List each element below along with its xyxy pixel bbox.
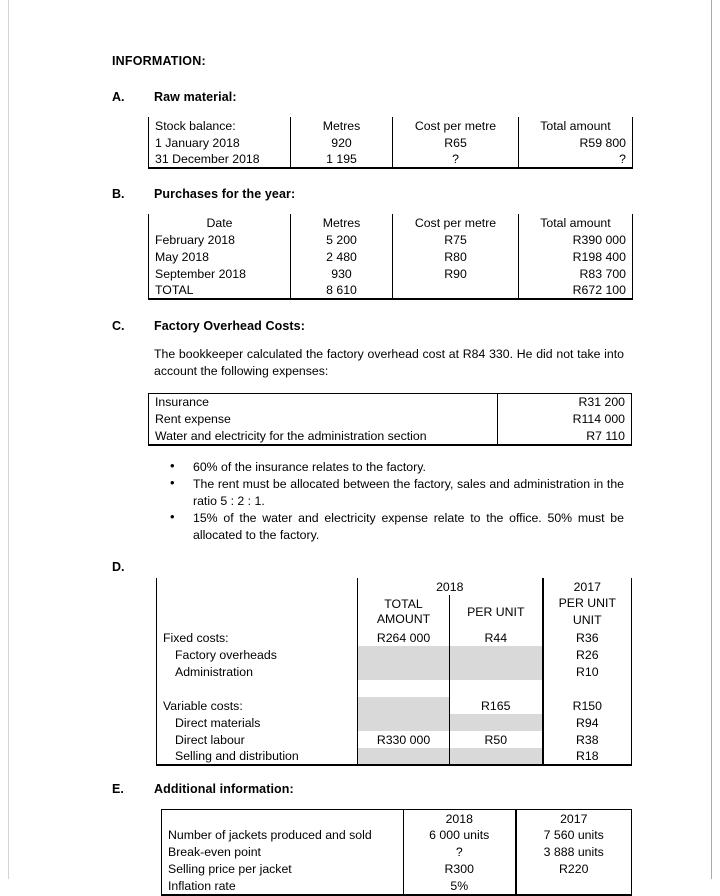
cell-2017-value [516, 878, 632, 895]
col-header-2018: 2018 [404, 810, 516, 827]
cell-label: 31 December 2018 [149, 151, 291, 168]
row-label-direct-labour: Direct labour [157, 731, 358, 748]
col-header-total-amount: Total amount [519, 214, 633, 231]
cell-total-amount [358, 663, 450, 680]
table-row [149, 151, 633, 168]
row-label-fixed-costs: Fixed costs: [157, 629, 358, 646]
cell-date: September 2018 [149, 265, 291, 282]
cell-total-amount: R198 400 [519, 248, 633, 265]
table-row [157, 714, 632, 731]
col-header-2017-unit-word: UNIT [543, 612, 632, 629]
cell-2018-value: ? [404, 844, 516, 861]
cell-date: February 2018 [149, 231, 291, 248]
cell-per-unit: R165 [450, 697, 543, 714]
cell-per-unit [450, 748, 543, 765]
cell-expense-amount: R7 110 [498, 428, 632, 445]
cell-cost-per-metre: ? [393, 151, 519, 168]
cell-total-amount [358, 714, 450, 731]
row-label-break-even-point: Break-even point [162, 844, 404, 861]
section-d-letter: D. [112, 560, 125, 575]
section-d [112, 560, 672, 766]
col-header-date: Date [149, 214, 291, 231]
col-group-header-2017: 2017 [543, 578, 632, 595]
section-a-letter: A. [112, 90, 125, 104]
cell-2018-value: 5% [404, 878, 516, 895]
cell-total-amount: R83 700 [519, 265, 633, 282]
section-e-title: Additional information: [154, 782, 294, 797]
section-e-heading [112, 782, 672, 796]
cell-empty-corner [157, 595, 358, 629]
section-a-title: Raw material: [154, 90, 237, 104]
table-row [157, 663, 632, 680]
cell-metres: 1 195 [291, 151, 393, 168]
section-b [112, 187, 672, 300]
purchases-table [148, 214, 633, 300]
cell-label: 1 January 2018 [149, 134, 291, 151]
table-row [162, 827, 632, 844]
section-b-title: Purchases for the year: [154, 187, 296, 201]
cell-cost-per-metre: R75 [393, 231, 519, 248]
cell-expense-label: Insurance [149, 394, 498, 411]
col-header-cost-per-metre: Cost per metre [393, 117, 519, 134]
table-row [157, 697, 632, 714]
cell-metres: 2 480 [291, 248, 393, 265]
document-page [8, 0, 712, 893]
cell-total-label: TOTAL [149, 282, 291, 299]
section-c-intro-text: The bookkeeper calculated the factory overhead cost at R84 330. He did not take into account the following expenses: [154, 347, 624, 378]
col-header-per-unit: PER UNIT [450, 595, 543, 629]
table-row [149, 428, 632, 445]
list-item: • The rent must be allocated between the factory, sales and administration in the ratio 5 : 2 : 1. [164, 476, 624, 509]
section-b-heading [112, 187, 672, 201]
col-header-2017-per-unit: PER UNIT [543, 595, 632, 612]
cell-total-amount: R390 000 [519, 231, 633, 248]
row-label-selling-price: Selling price per jacket [162, 861, 404, 878]
section-c [112, 319, 672, 543]
cell-per-unit [450, 714, 543, 731]
cell-2017-per-unit: R94 [543, 714, 632, 731]
section-d-heading [112, 560, 672, 574]
table-spacer-row [157, 680, 632, 697]
cell-2017-per-unit: R36 [543, 629, 632, 646]
document-content [112, 54, 672, 896]
list-item: • 60% of the insurance relates to the factory. [164, 459, 624, 476]
cell-spacer [358, 680, 450, 697]
section-c-heading [112, 319, 672, 333]
cell-total-amount: R264 000 [358, 629, 450, 646]
cell-2017-per-unit: R150 [543, 697, 632, 714]
cell-total-amount: R330 000 [358, 731, 450, 748]
cell-per-unit: R50 [450, 731, 543, 748]
row-label-inflation-rate: Inflation rate [162, 878, 404, 895]
cell-2017-per-unit: R10 [543, 663, 632, 680]
table-header-group-row [157, 578, 632, 595]
row-label-units-produced: Number of jackets produced and sold [162, 827, 404, 844]
raw-material-table [148, 117, 633, 169]
cell-total-amount: ? [519, 151, 633, 168]
row-label-factory-overheads: Factory overheads [157, 646, 358, 663]
cell-cost-per-metre: R90 [393, 265, 519, 282]
cell-2017-per-unit: R38 [543, 731, 632, 748]
cell-2017-value: 3 888 units [516, 844, 632, 861]
table-row [149, 394, 632, 411]
section-c-letter: C. [112, 319, 125, 333]
cell-total-amount [358, 697, 450, 714]
cell-expense-amount: R31 200 [498, 394, 632, 411]
cell-total-amount: R59 800 [519, 134, 633, 151]
table-row [162, 878, 632, 895]
col-header-metres: Metres [291, 117, 393, 134]
cell-metres: 920 [291, 134, 393, 151]
cell-2017-value: 7 560 units [516, 827, 632, 844]
section-a [112, 90, 672, 169]
cell-empty-corner [157, 578, 358, 595]
row-label-variable-costs: Variable costs: [157, 697, 358, 714]
col-header-2017: 2017 [516, 810, 632, 827]
table-header-row [162, 810, 632, 827]
table-row [162, 844, 632, 861]
page-title: INFORMATION: [112, 54, 206, 68]
cell-spacer [450, 680, 543, 697]
row-label-administration: Administration [157, 663, 358, 680]
cell-per-unit [450, 646, 543, 663]
cell-2018-value: R300 [404, 861, 516, 878]
cell-spacer [543, 680, 632, 697]
cell-total-amount: R672 100 [519, 282, 633, 299]
additional-information-table [161, 809, 632, 896]
table-row [149, 265, 633, 282]
table-row [157, 731, 632, 748]
cell-per-unit [450, 663, 543, 680]
cell-total-amount [358, 646, 450, 663]
col-header-total-amount: Total amount [519, 117, 633, 134]
col-header-total-amount: TOTAL AMOUNT [358, 595, 450, 629]
cell-cost-per-metre: R80 [393, 248, 519, 265]
cell-date: May 2018 [149, 248, 291, 265]
section-e-letter: E. [112, 782, 124, 797]
col-header-metres: Metres [291, 214, 393, 231]
section-b-letter: B. [112, 187, 125, 201]
cell-total-amount [358, 748, 450, 765]
cell-2017-per-unit: R26 [543, 646, 632, 663]
row-label-selling-distribution: Selling and distribution [157, 748, 358, 765]
cell-metres: 5 200 [291, 231, 393, 248]
cell-total-metres: 8 610 [291, 282, 393, 299]
table-row [157, 748, 632, 765]
cell-expense-amount: R114 000 [498, 411, 632, 428]
section-c-bullet-list [164, 459, 624, 544]
overhead-expenses-table [148, 393, 632, 446]
table-header-row [149, 117, 633, 134]
table-row [149, 134, 633, 151]
cell-expense-label: Rent expense [149, 411, 498, 428]
table-row [162, 861, 632, 878]
table-total-row [149, 282, 633, 299]
cell-expense-label: Water and electricity for the administration section [149, 428, 498, 445]
cell-2017-value: R220 [516, 861, 632, 878]
cell-total-cost-per-metre [393, 282, 519, 299]
cell-2018-value: 6 000 units [404, 827, 516, 844]
table-header-row [149, 214, 633, 231]
col-header-cost-per-metre: Cost per metre [393, 214, 519, 231]
section-a-heading [112, 90, 672, 104]
cell-2017-per-unit: R18 [543, 748, 632, 765]
cost-structure-table [156, 578, 632, 766]
table-row [157, 646, 632, 663]
table-row [149, 248, 633, 265]
cell-per-unit: R44 [450, 629, 543, 646]
table-header-row [157, 595, 632, 612]
col-header-stock-balance: Stock balance: [149, 117, 291, 134]
table-row [149, 231, 633, 248]
cell-cost-per-metre: R65 [393, 134, 519, 151]
table-row [157, 629, 632, 646]
col-header-blank [162, 810, 404, 827]
cell-spacer [157, 680, 358, 697]
row-label-direct-materials: Direct materials [157, 714, 358, 731]
col-group-header-2018: 2018 [358, 578, 543, 595]
section-c-title: Factory Overhead Costs: [154, 319, 305, 333]
cell-metres: 930 [291, 265, 393, 282]
table-row [149, 411, 632, 428]
list-item: • 15% of the water and electricity expense relate to the office. 50% must be allocated to the factory. [164, 510, 624, 543]
